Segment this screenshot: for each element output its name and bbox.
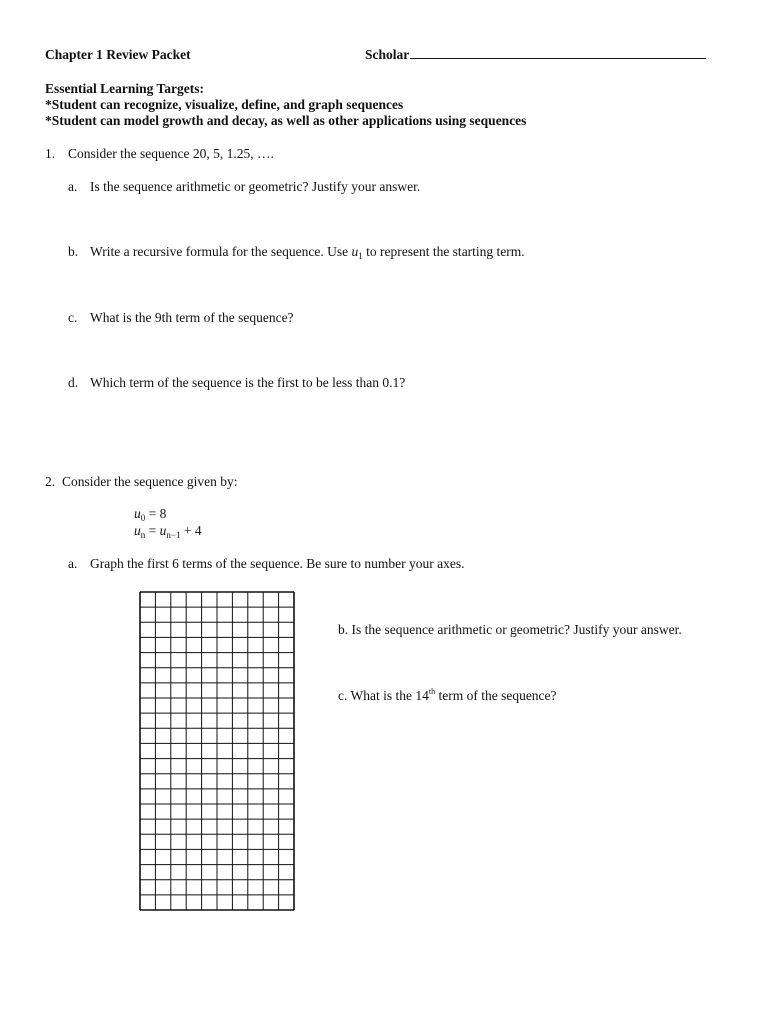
question-1-prompt: Consider the sequence 20, 5, 1.25, …. (68, 146, 274, 161)
q1b-text-before: Write a recursive formula for the sequence. Use (90, 244, 352, 259)
scholar-label: Scholar (365, 47, 410, 62)
ordinal-suffix: th (428, 687, 436, 696)
q2a-label: a. (68, 556, 78, 571)
math-sub: n (140, 530, 146, 540)
math-sub: n−1 (166, 530, 181, 540)
math-u: u (134, 506, 141, 521)
q1d-label: d. (68, 375, 79, 390)
q1b-text-after: to represent the starting term. (362, 244, 525, 259)
math-sub: 1 (358, 251, 363, 261)
q1a-text: Is the sequence arithmetic or geometric? Justify your answer. (90, 179, 421, 194)
q1b-text (90, 244, 525, 261)
q1d-text: Which term of the sequence is the first to be less than 0.1? (90, 375, 406, 390)
q2c-text-before: c. What is the 14 (338, 688, 429, 703)
q2c-text-after: term of the sequence? (435, 688, 557, 703)
equation-equals: = (145, 523, 160, 538)
math-u: u (134, 523, 141, 538)
q2a-text: Graph the first 6 terms of the sequence. Be sure to number your axes. (90, 556, 465, 571)
scholar-field (365, 47, 706, 63)
question-2-prompt: Consider the sequence given by: (62, 474, 238, 489)
graph-paper-grid[interactable] (139, 591, 295, 911)
math-sub: 0 (140, 513, 146, 523)
equation-recursive (134, 523, 202, 540)
q1b-label: b. (68, 244, 79, 259)
packet-title: Chapter 1 Review Packet (45, 47, 191, 62)
target-item: *Student can recognize, visualize, define, and graph sequences (45, 97, 404, 112)
q1a-label: a. (68, 179, 78, 194)
q1c-label: c. (68, 310, 78, 325)
question-1-number: 1. (45, 146, 56, 161)
q2b-text: b. Is the sequence arithmetic or geometric? Justify your answer. (338, 622, 682, 637)
math-u: u (159, 523, 167, 538)
scholar-name-line (410, 47, 706, 59)
math-u: u (351, 244, 359, 259)
equation-rhs: = 8 (145, 506, 167, 521)
equation-initial (134, 506, 166, 523)
q2c-text (338, 687, 557, 704)
q1c-text: What is the 9th term of the sequence? (90, 310, 294, 325)
question-2-number: 2. (45, 474, 56, 489)
targets-heading: Essential Learning Targets: (45, 81, 205, 96)
target-item: *Student can model growth and decay, as well as other applications using sequences (45, 113, 527, 128)
equation-rhs: + 4 (180, 523, 202, 538)
